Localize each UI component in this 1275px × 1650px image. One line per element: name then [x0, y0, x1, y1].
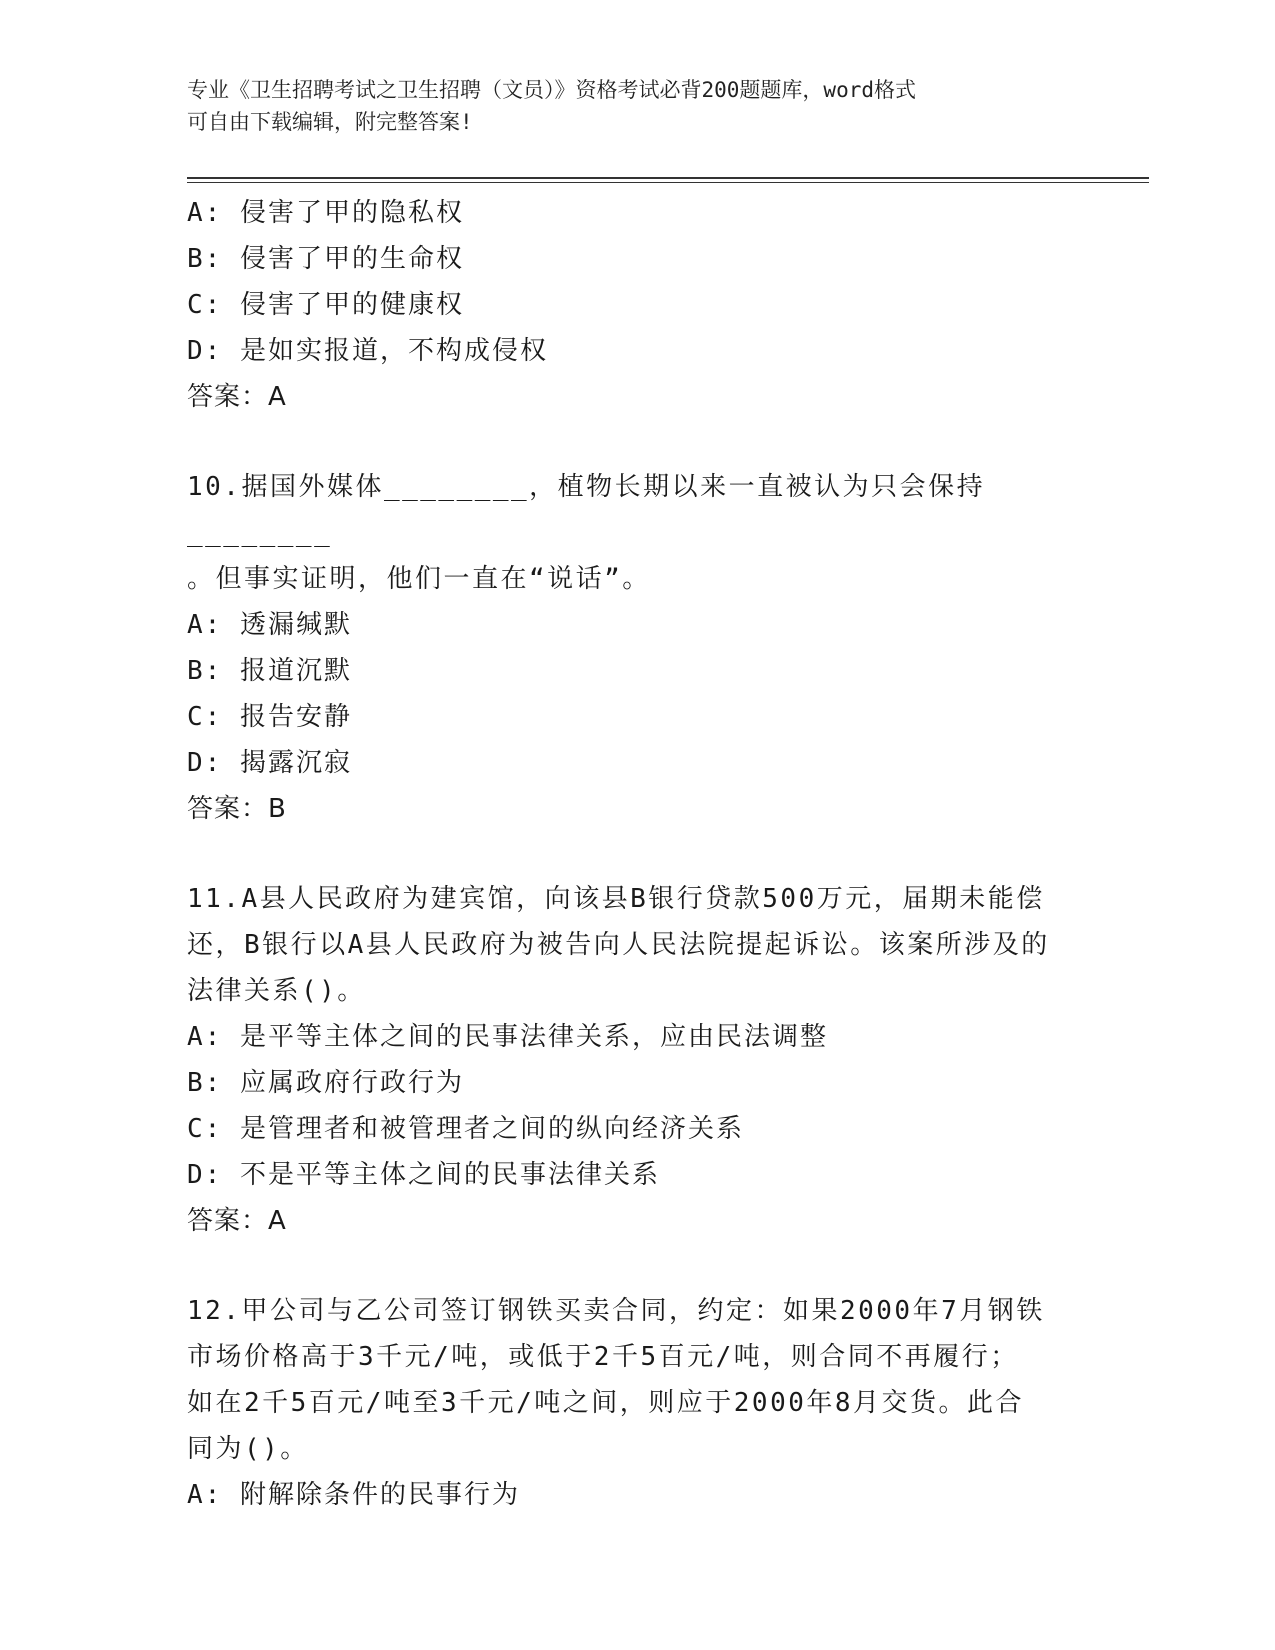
answer: 答案：B [187, 794, 287, 824]
option-d: D: 不是平等主体之间的民事法律关系 [187, 1160, 660, 1190]
option-b: B: 应属政府行政行为 [187, 1068, 464, 1098]
question-12 [187, 1288, 1087, 1518]
option-a: A: 侵害了甲的隐私权 [187, 198, 464, 228]
question-stem-line: 市场价格高于3千元/吨，或低于2千5百元/吨，则合同不再履行； [187, 1342, 1019, 1372]
option-a: A: 透漏缄默 [187, 610, 352, 640]
option-b: B: 报道沉默 [187, 656, 352, 686]
answer: 答案：A [187, 382, 287, 412]
option-a: A: 是平等主体之间的民事法律关系，应由民法调整 [187, 1022, 828, 1052]
question-stem-line: 还，B银行以A县人民政府为被告向人民法院提起诉讼。该案所涉及的 [187, 930, 1050, 960]
header-line-2: 可自由下载编辑，附完整答案! [187, 110, 473, 134]
question-list [187, 190, 1087, 1518]
option-a: A: 附解除条件的民事行为 [187, 1480, 520, 1510]
question-stem-line: 法律关系()。 [187, 976, 366, 1006]
document-header [187, 74, 1067, 138]
question-stem-line: 。但事实证明，他们一直在“说话”。 [187, 564, 651, 594]
option-d: D: 是如实报道，不构成侵权 [187, 336, 548, 366]
question-stem-line: 同为()。 [187, 1434, 309, 1464]
option-c: C: 报告安静 [187, 702, 352, 732]
option-d: D: 揭露沉寂 [187, 748, 352, 778]
question-9 [187, 190, 1087, 420]
header-divider-thick [187, 177, 1149, 179]
option-b: B: 侵害了甲的生命权 [187, 244, 464, 274]
option-c: C: 是管理者和被管理者之间的纵向经济关系 [187, 1114, 744, 1144]
question-10 [187, 464, 1087, 832]
question-stem-line: 如在2千5百元/吨至3千元/吨之间，则应于2000年8月交货。此合 [187, 1388, 1025, 1418]
header-divider-thin [187, 182, 1149, 183]
question-stem-line: 10.据国外媒体________，植物长期以来一直被认为只会保持________ [187, 472, 986, 548]
question-11 [187, 876, 1087, 1244]
question-stem-line: 12.甲公司与乙公司签订钢铁买卖合同，约定：如果2000年7月钢铁 [187, 1296, 1045, 1326]
header-line-1: 专业《卫生招聘考试之卫生招聘（文员）》资格考试必背200题题库，word格式 [187, 78, 916, 102]
option-c: C: 侵害了甲的健康权 [187, 290, 464, 320]
question-stem-line: 11.A县人民政府为建宾馆，向该县B银行贷款500万元，届期未能偿 [187, 884, 1045, 914]
answer: 答案：A [187, 1206, 287, 1236]
